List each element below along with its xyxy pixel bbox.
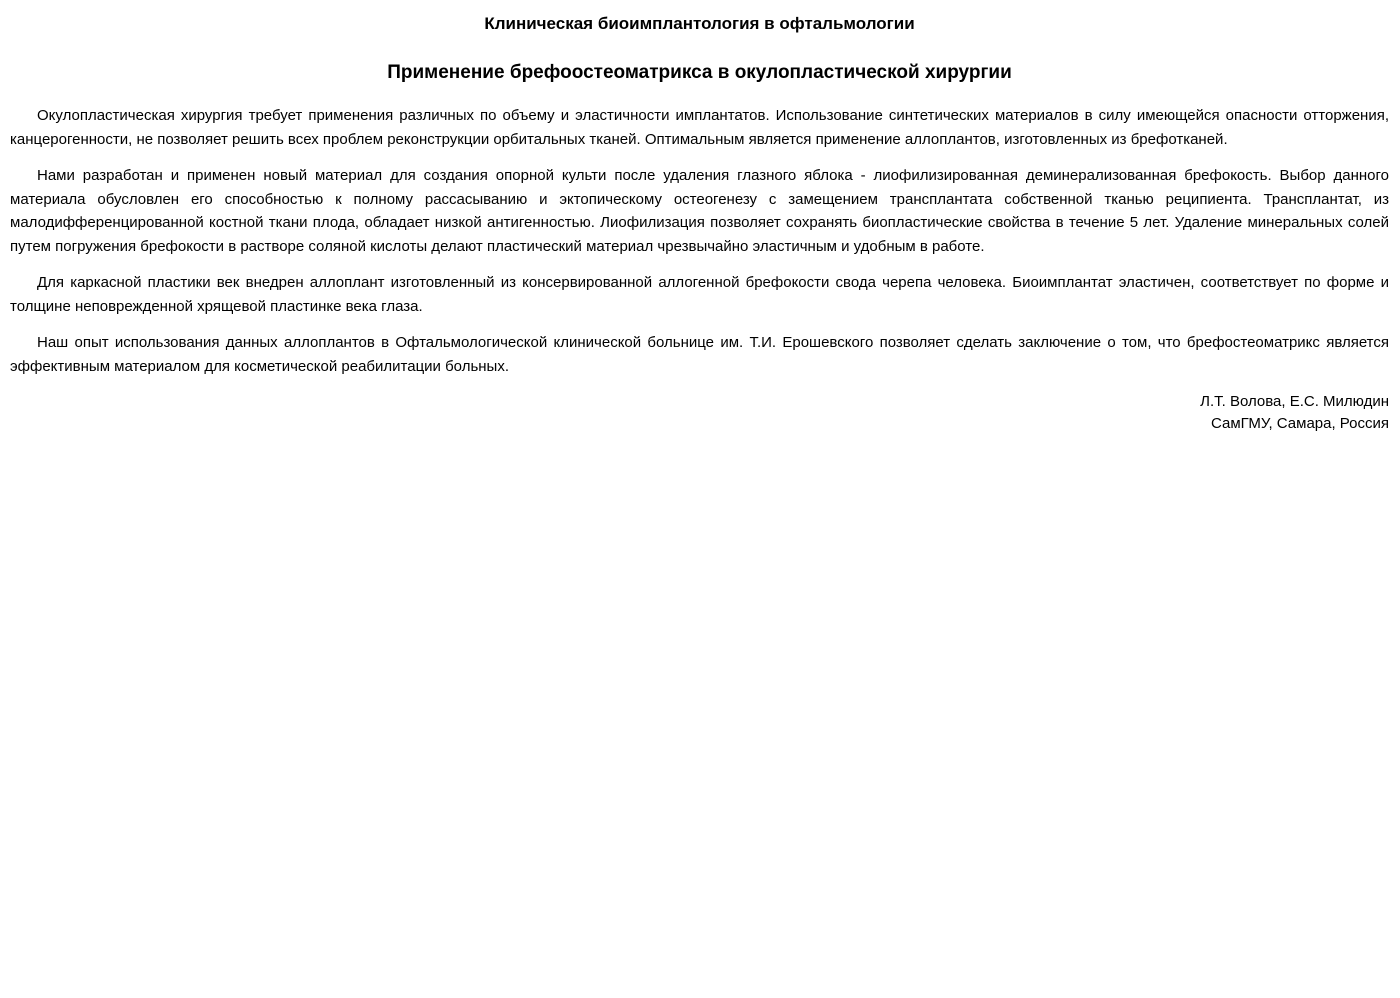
paragraph-1: Окулопластическая хирургия требует применения различных по объему и эластичности имплантатов. Использование синтетических материалов в силу имеющейся опасности отторжения, канцерогенности, не позволяет решить всех проблем реконструкции орбитальных тканей. Оптимальным является применение аллоплантов, изготовленных из брефотканей. bbox=[10, 107, 1389, 148]
signature-affiliation: СамГМУ, Самара, Россия bbox=[1210, 415, 1389, 432]
paragraph-4: Наш опыт использования данных аллоплантов в Офтальмологической клинической больнице им. Т.И. Ерошевского позволяет сделать заключение о том, что брефостеоматрикс является эффективным материалом для косметической реабилитации больных. bbox=[10, 334, 1389, 375]
document-subtitle: Применение брефоостеоматрикса в окулопластической хирургии bbox=[387, 62, 1012, 83]
signature-authors: Л.Т. Волова, Е.С. Милюдин bbox=[1200, 393, 1389, 410]
paragraph-3: Для каркасной пластики век внедрен аллоплант изготовленный из консервированной аллогенной брефокости свода черепа человека. Биоимплантат эластичен, соответствует по форме и толщине неповрежденной хрящевой пластинке века глаза. bbox=[10, 274, 1389, 315]
document-title: Клиническая биоимплантология в офтальмологии bbox=[484, 14, 915, 33]
paragraph-2: Нами разработан и применен новый материал для создания опорной культи после удаления глазного яблока - лиофилизированная деминерализованная брефокость. Выбор данного материала обусловлен его способностью к полному рассасыванию и эктопическому остеогенезу с замещением трансплантата собственной тканью реципиента. Трансплантат, из малодифференцированной костной ткани плода, обладает низкой антигенностью. Лиофилизация позволяет сохранять биопластические свойства в течение 5 лет. Удаление минеральных солей путем погружения брефокости в растворе соляной кислоты делают пластический материал чрезвычайно эластичным и удобным в работе. bbox=[10, 167, 1389, 255]
signature-block bbox=[10, 391, 1389, 435]
